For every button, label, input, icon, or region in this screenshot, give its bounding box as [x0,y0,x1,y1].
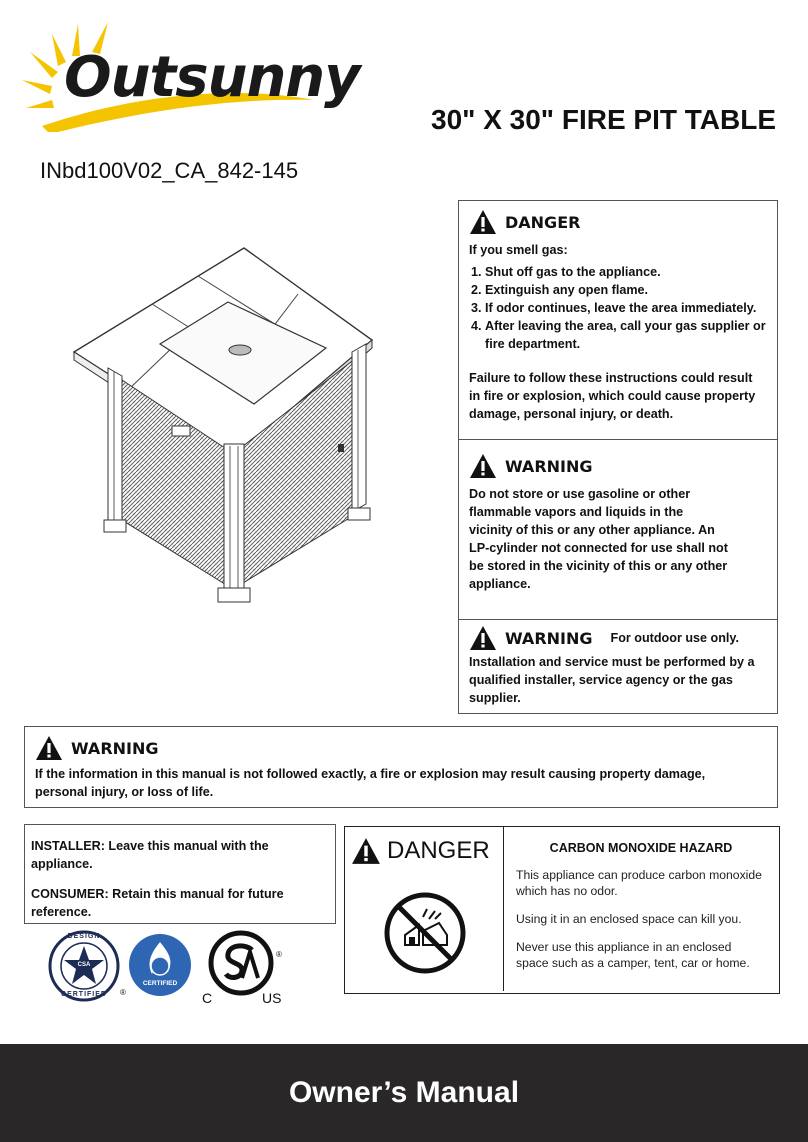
manual-warning-text: If the information in this manual is not followed exactly, a fire or explosion may result causing property damage, personal injury, or loss of life. [35,767,706,799]
section-divider [459,619,777,620]
warning-storage-text: Do not store or use gasoline or other flammable vapors and liquids in the vicinity of this or any other appliance. An LP-cylinder not connected for use shall not be stored in the vicinity of this or any other appliance. [469,487,728,591]
warning-heading: WARNING [505,456,593,476]
co-title: CARBON MONOXIDE HAZARD [549,841,733,855]
co-line: Using it in an enclosed space can kill you. [516,912,742,926]
blue-certified-mark [128,932,192,998]
consumer-line: CONSUMER: Retain this manual for future reference. [31,887,284,919]
carbon-monoxide-panel [344,826,780,994]
warning-triangle-icon [469,625,497,651]
warning-heading: WARNING [505,628,593,648]
installer-notice [24,824,336,924]
blue-mark-text: CERTIFIED [142,980,178,987]
co-line: Never use this appliance in an enclosed space such as a camper, tent, car or home. [516,940,750,970]
danger-step: 1. Shut off gas to the appliance. [485,263,767,281]
brand-logo [22,22,360,132]
model-code: INbd100V02_CA_842-145 [40,158,299,183]
danger-step: 4. After leaving the area, call your gas supplier or fire department. [485,317,767,353]
warning-triangle-icon [469,209,497,235]
danger-section [459,209,777,423]
csa-mark [196,930,286,1014]
owners-manual-label: Owner’s Manual [288,1076,520,1109]
warning-storage-section [459,453,777,593]
product-illustration [68,240,388,610]
outdoor-use-tag: For outdoor use only. [610,631,739,645]
csa-country-right: US [262,990,282,1006]
registered-mark: ® [120,988,126,997]
document-title: 30" X 30" FIRE PIT TABLE [431,104,776,135]
footer-bar [0,1044,808,1142]
seal-top-text: DESIGN [67,933,101,940]
seal-star-text: CSA [77,962,91,968]
danger-step: 2. Extinguish any open flame. [485,281,767,299]
warning-triangle-icon [35,735,63,761]
danger-heading: DANGER [505,212,581,232]
seal-bottom-text: CERTIFIED [61,991,107,998]
csa-logo-icon [208,930,274,996]
installer-line: INSTALLER: Leave this manual with the appliance. [31,839,269,871]
warning-triangle-icon [469,453,497,479]
danger-note: Failure to follow these instructions could result in fire or explosion, which could cause property damage, personal injury, or death. [469,371,756,421]
warning-heading: WARNING [71,738,159,758]
safety-notices-panel [458,200,778,714]
csa-country-left: C [202,990,213,1006]
co-line: This appliance can produce carbon monoxide which has no odor. [516,868,762,898]
manual-warning-box [24,726,778,808]
certification-marks [38,930,288,1020]
design-certified-seal [48,930,126,1002]
fire-pit-table-image [68,240,388,610]
blue-flame-seal-icon [128,932,192,998]
danger-intro: If you smell gas: [469,243,568,257]
warning-outdoor-text: Installation and service must be performed by a qualified installer, service agency or the gas supplier. [469,655,755,705]
warning-outdoor-section [459,625,777,707]
section-divider [459,439,777,440]
danger-steps [469,263,767,353]
no-enclosed-space-icon [383,891,467,975]
co-danger-label: DANGER [387,837,490,864]
registered-mark: ® [276,950,282,959]
danger-step: 3. If odor continues, leave the area immediately. [485,299,767,317]
warning-triangle-icon [351,837,381,865]
brand-name: Outsunny [64,45,360,110]
